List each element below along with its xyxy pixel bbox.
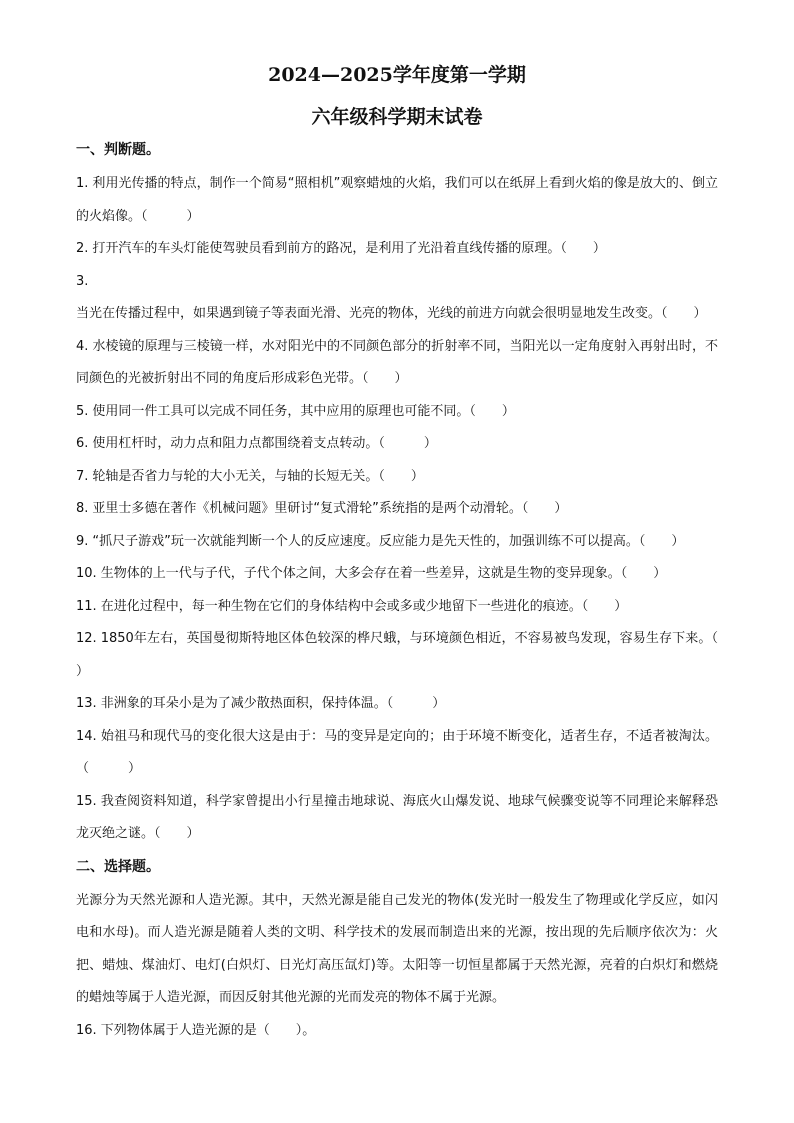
reading-passage-light-sources: 光源分为天然光源和人造光源。其中，天然光源是能自己发光的物体(发光时一般发生了物理或化学反应，如闪电和水母)。而人造光源是随着人类的文明、科学技术的发展而制造出来的光源，按出现的先后顺序依次为：火把、蜡烛、煤油灯、电灯(白炽灯、日光灯高压氙灯)等。太阳等一切恒星都属于天然光源，亮着的白炽灯和燃烧的蜡烛等属于人造光源，而因反射其他光源的光而发亮的物体不属于光源。: [76, 892, 718, 1005]
question-1: 1. 利用光传播的特点，制作一个简易“照相机”观察蜡烛的火焰，我们可以在纸屏上看到火焰的像是放大的、倒立的火焰像。（ ）: [76, 176, 718, 224]
exam-title-year: 2024—2025学年度第一学期: [268, 64, 526, 86]
true-false-question-list: [76, 168, 745, 851]
question-16: 16. 下列物体属于人造光源的是（ ）。: [76, 1022, 316, 1038]
question-10: 10. 生物体的上一代与子代，子代个体之间，大多会存在着一些差异，这就是生物的变异现象。（ ）: [76, 566, 667, 581]
question-4: 4. 水棱镜的原理与三棱镜一样，水对阳光中的不同颜色部分的折射率不同，当阳光以一定角度射入再射出时，不同颜色的光被折射出不同的角度后形成彩色光带。（ ）: [76, 338, 718, 386]
question-15: 15. 我查阅资料知道，科学家曾提出小行星撞击地球说、海底火山爆发说、地球气候骤变说等不同理论来解释恐龙灭绝之谜。（ ）: [76, 793, 718, 841]
question-11: 11. 在进化过程中，每一种生物在它们的身体结构中会或多或少地留下一些进化的痕迹。（ ）: [76, 598, 628, 614]
question-3: 3.当光在传播过程中，如果遇到镜子等表面光滑、光亮的物体，光线的前进方向就会很明显地发生改变。（ ）: [76, 273, 707, 321]
question-2: 2. 打开汽车的车头灯能使驾驶员看到前方的路况，是利用了光沿着直线传播的原理。（ ）: [76, 241, 606, 256]
question-12: 12. 1850年左右，英国曼彻斯特地区体色较深的桦尺蛾，与环境颜色相近，不容易被鸟发现，容易生存下来。（ ）: [76, 631, 745, 679]
question-13: 13. 非洲象的耳朵小是为了减少散热面积，保持体温。（ ）: [76, 696, 446, 711]
question-5: 5. 使用同一件工具可以完成不同任务，其中应用的原理也可能不同。（ ）: [76, 403, 515, 419]
question-8: 8. 亚里士多德在著作《机械问题》里研讨“复式滑轮”系统指的是两个动滑轮。（ ）: [76, 501, 568, 516]
section-heading-true-false: 一、判断题。: [76, 142, 160, 158]
exam-title-subject: 六年级科学期末试卷: [311, 106, 483, 128]
question-14: 14. 始祖马和现代马的变化很大这是由于：马的变异是定向的；由于环境不断变化，适者生存，不适者被淘汰。（ ）: [76, 728, 718, 776]
question-7: 7. 轮轴是否省力与轮的大小无关，与轴的长短无关。（ ）: [76, 468, 424, 484]
section-heading-multiple-choice: 二、选择题。: [76, 858, 160, 875]
question-6: 6. 使用杠杆时，动力点和阻力点都围绕着支点转动。（ ）: [76, 436, 437, 451]
question-9: 9. “抓尺子游戏”玩一次就能判断一个人的反应速度。反应能力是先天性的，加强训练不可以提高。（ ）: [76, 533, 685, 549]
